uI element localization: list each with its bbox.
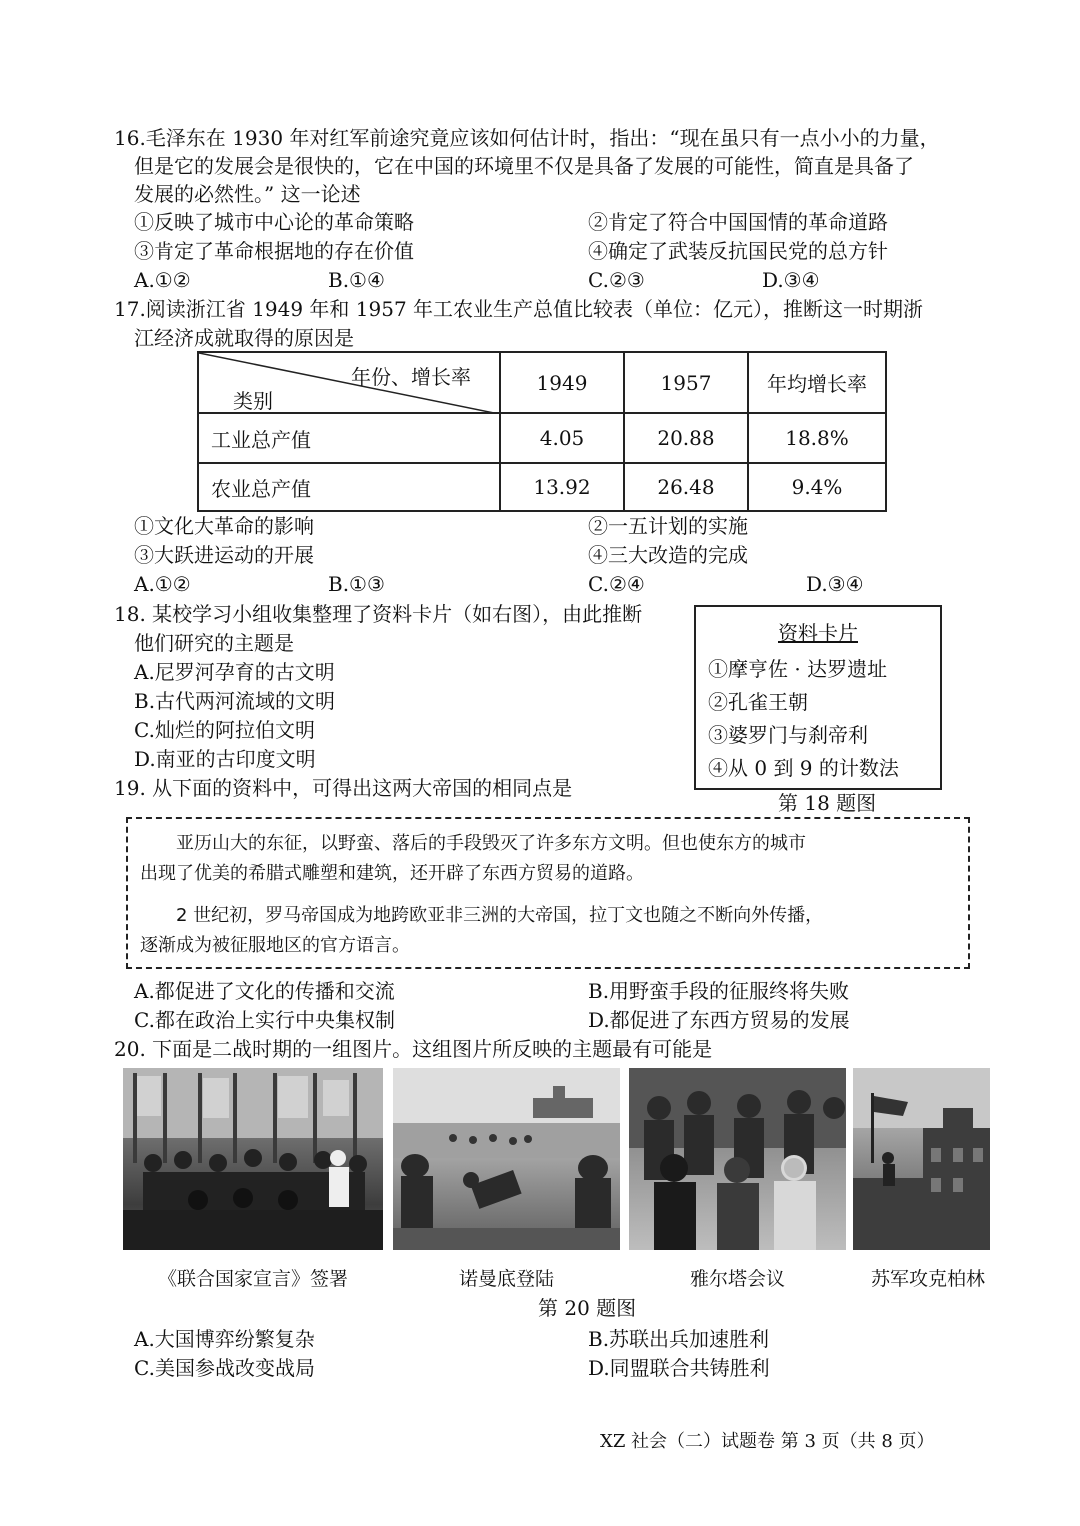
q16-item-3: ③肯定了革命根据地的存在价值 bbox=[134, 239, 414, 263]
q19-material-box bbox=[126, 817, 970, 969]
photo-caption: 雅尔塔会议 bbox=[689, 1268, 785, 1290]
q17-data-table bbox=[197, 351, 887, 512]
table-row bbox=[198, 463, 886, 511]
photo-illustration-icon bbox=[629, 1068, 846, 1250]
photo-caption: 苏军攻克柏林 bbox=[870, 1268, 985, 1290]
q17-stem-line-1: 17.阅读浙江省 1949 年和 1957 年工农业生产总值比较表（单位：亿元），推断这一时期浙 bbox=[114, 297, 924, 321]
table-header-1957: 1957 bbox=[624, 352, 748, 413]
row-value-1957: 20.88 bbox=[624, 413, 748, 463]
q17-choice-c[interactable]: C.②④ bbox=[588, 572, 645, 596]
q18-choice-b[interactable]: B.古代两河流域的文明 bbox=[134, 689, 336, 713]
table-diagonal-header bbox=[198, 352, 500, 413]
q17-item-1: ①文化大革命的影响 bbox=[134, 514, 314, 538]
q16-stem-line-2: 但是它的发展会是很快的，它在中国的环境里不仅是具备了发展的可能性，简直是具备了 bbox=[134, 154, 914, 178]
row-value-1949: 13.92 bbox=[500, 463, 624, 511]
diag-header-top: 年份、增长率 bbox=[351, 365, 471, 389]
q16-choice-b[interactable]: B.①④ bbox=[328, 268, 385, 292]
photo-illustration-icon bbox=[853, 1068, 990, 1250]
q20-stem: 20. 下面是二战时期的一组图片。这组图片所反映的主题最有可能是 bbox=[114, 1037, 713, 1061]
table-header-rate: 年均增长率 bbox=[748, 352, 886, 413]
q16-choice-a[interactable]: A.①② bbox=[134, 268, 191, 292]
q17-choice-d[interactable]: D.③④ bbox=[806, 572, 864, 596]
card-title: 资料卡片 bbox=[778, 621, 858, 645]
q16-item-4: ④确定了武装反抗国民党的总方针 bbox=[588, 239, 888, 263]
material-para-1b: 出现了优美的希腊式雕塑和建筑，还开辟了东西方贸易的道路。 bbox=[140, 863, 644, 884]
card-item: ③婆罗门与刹帝利 bbox=[708, 723, 868, 747]
q17-item-3: ③大跃进运动的开展 bbox=[134, 543, 314, 567]
q20-choice-c[interactable]: C.美国参战改变战局 bbox=[134, 1356, 315, 1380]
q20-figure-caption: 第 20 题图 bbox=[538, 1296, 637, 1320]
row-value-1957: 26.48 bbox=[624, 463, 748, 511]
q20-choice-b[interactable]: B.苏联出兵加速胜利 bbox=[588, 1327, 770, 1351]
photo-caption: 诺曼底登陆 bbox=[458, 1268, 554, 1290]
q18-stem-line-1: 18. 某校学习小组收集整理了资料卡片（如右图），由此推断 bbox=[114, 602, 643, 626]
material-para-2b: 逐渐成为被征服地区的官方语言。 bbox=[140, 935, 410, 956]
photo-caption: 《联合国家宣言》签署 bbox=[157, 1268, 348, 1290]
row-label: 农业总产值 bbox=[198, 463, 500, 511]
q16-choice-d[interactable]: D.③④ bbox=[762, 268, 820, 292]
q17-item-4: ④三大改造的完成 bbox=[588, 543, 748, 567]
q19-stem: 19. 从下面的资料中，可得出这两大帝国的相同点是 bbox=[114, 776, 573, 800]
q18-stem-line-2: 他们研究的主题是 bbox=[134, 631, 294, 655]
photo-yalta-conference bbox=[629, 1068, 846, 1250]
table-header-1949: 1949 bbox=[500, 352, 624, 413]
photo-berlin-capture bbox=[853, 1068, 990, 1250]
row-value-1949: 4.05 bbox=[500, 413, 624, 463]
card-item: ④从 0 到 9 的计数法 bbox=[708, 756, 899, 780]
row-label: 工业总产值 bbox=[198, 413, 500, 463]
row-rate: 18.8% bbox=[748, 413, 886, 463]
q17-item-2: ②一五计划的实施 bbox=[588, 514, 748, 538]
q17-choice-a[interactable]: A.①② bbox=[134, 572, 191, 596]
material-para-1a: 亚历山大的东征，以野蛮、落后的手段毁灭了许多东方文明。但也使东方的城市 bbox=[176, 833, 806, 854]
q19-choice-d[interactable]: D.都促进了东西方贸易的发展 bbox=[588, 1008, 850, 1032]
q19-choice-c[interactable]: C.都在政治上实行中央集权制 bbox=[134, 1008, 395, 1032]
photo-declaration-signing bbox=[123, 1068, 383, 1250]
photo-illustration-icon bbox=[393, 1068, 620, 1250]
diag-header-bottom: 类别 bbox=[233, 389, 273, 413]
q16-stem-line-1: 16.毛泽东在 1930 年对红军前途究竟应该如何估计时，指出：“现在虽只有一点小小的力量， bbox=[114, 126, 940, 150]
q16-item-1: ①反映了城市中心论的革命策略 bbox=[134, 210, 414, 234]
q19-choice-b[interactable]: B.用野蛮手段的征服终将失败 bbox=[588, 979, 850, 1003]
q18-figure-caption: 第 18 题图 bbox=[778, 791, 877, 815]
card-item: ②孔雀王朝 bbox=[708, 690, 808, 714]
material-card bbox=[694, 605, 942, 790]
row-rate: 9.4% bbox=[748, 463, 886, 511]
page-footer: XZ 社会（二）试题卷 第 3 页（共 8 页） bbox=[600, 1431, 935, 1452]
q16-item-2: ②肯定了符合中国国情的革命道路 bbox=[588, 210, 888, 234]
q20-choice-a[interactable]: A.大国博弈纷繁复杂 bbox=[134, 1327, 315, 1351]
photo-illustration-icon bbox=[123, 1068, 383, 1250]
photo-normandy-landing bbox=[393, 1068, 620, 1250]
q19-choice-a[interactable]: A.都促进了文化的传播和交流 bbox=[134, 979, 395, 1003]
table-row bbox=[198, 413, 886, 463]
material-para-2a: 2 世纪初，罗马帝国成为地跨欧亚非三洲的大帝国，拉丁文也随之不断向外传播， bbox=[176, 905, 824, 926]
q18-choice-c[interactable]: C.灿烂的阿拉伯文明 bbox=[134, 718, 315, 742]
q18-choice-a[interactable]: A.尼罗河孕育的古文明 bbox=[134, 660, 335, 684]
q20-choice-d[interactable]: D.同盟联合共铸胜利 bbox=[588, 1356, 770, 1380]
q18-choice-d[interactable]: D.南亚的古印度文明 bbox=[134, 747, 316, 771]
q17-stem-line-2: 江经济成就取得的原因是 bbox=[134, 326, 354, 350]
q16-stem-line-3: 发展的必然性。” 这一论述 bbox=[134, 182, 361, 206]
card-item: ①摩亨佐 · 达罗遗址 bbox=[708, 657, 888, 681]
q17-choice-b[interactable]: B.①③ bbox=[328, 572, 385, 596]
q16-choice-c[interactable]: C.②③ bbox=[588, 268, 645, 292]
